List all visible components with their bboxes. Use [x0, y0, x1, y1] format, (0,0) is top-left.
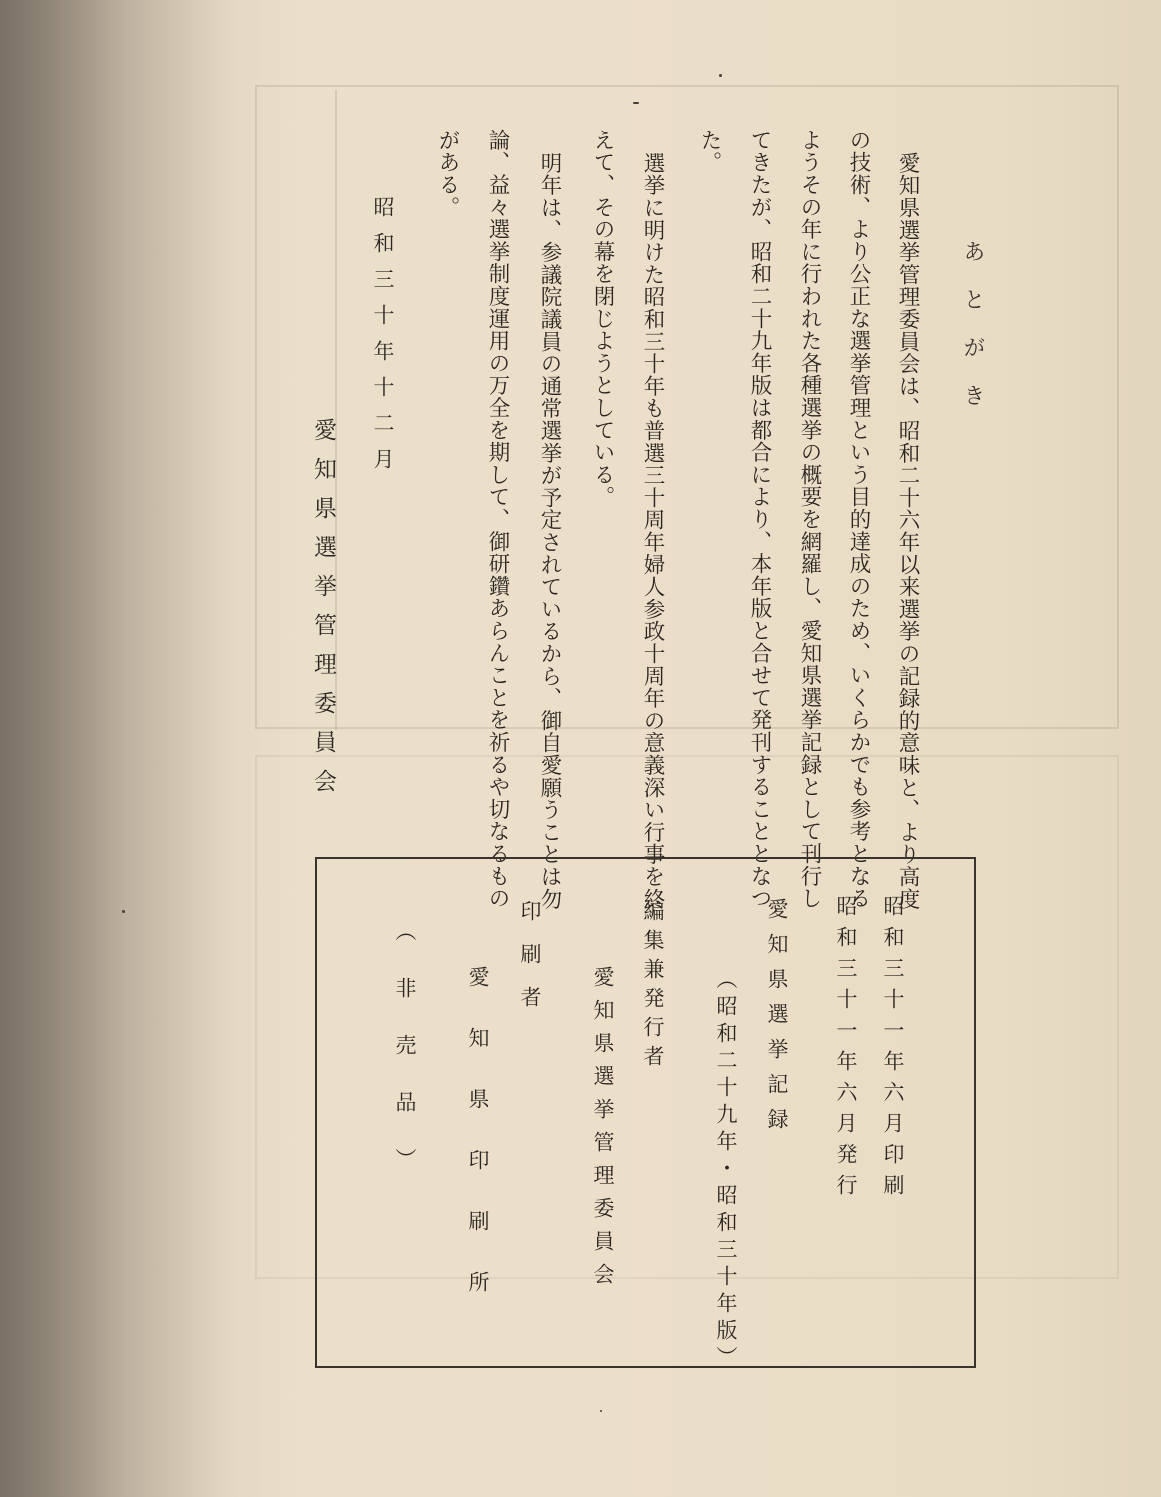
- paper-speck: [633, 102, 639, 104]
- colophon-editor-label: 編集兼発行者: [641, 900, 665, 1074]
- colophon-printer: 愛知県印刷所: [466, 966, 490, 1332]
- colophon-editor: 愛知県選挙管理委員会: [591, 966, 615, 1296]
- afterword-column-4: てきたが、昭和二十九年版は都合により、本年版と合せて発刊することとなつ: [747, 129, 772, 910]
- colophon-printed-date: 昭和三十一年六月印刷: [881, 895, 905, 1205]
- afterword-column-3: ようその年に行われた各種選挙の概要を網羅し、愛知県選挙記録として刊行し: [797, 129, 822, 910]
- paper-speck: [122, 910, 125, 913]
- afterword-column-5: た。: [697, 129, 722, 174]
- afterword-column-2: の技術、より公正な選挙管理という目的達成のため、いくらかでも参考となる: [846, 129, 871, 910]
- afterword-column-9: 論、益々選挙制度運用の万全を期して、御研鑽あらんことを祈るや切なるもの: [485, 129, 510, 910]
- afterword-column-8: 明年は、参議院議員の通常選挙が予定されているから、御自愛願うことは勿: [537, 152, 562, 911]
- afterword-title: あとがき: [960, 240, 985, 432]
- paper-speck: [719, 74, 722, 77]
- colophon-not-for-sale: （非売品）: [393, 920, 417, 1205]
- afterword-column-6: 選挙に明けた昭和三十年も普選三十周年婦人参政十周年の意義深い行事を終: [640, 152, 665, 911]
- book-gutter-shadow: [0, 0, 240, 1497]
- paper-speck: [600, 1410, 602, 1412]
- afterword-column-7: えて、その幕を閉じようとしている。: [590, 129, 615, 509]
- colophon-published-date: 昭和三十一年六月発行: [834, 895, 858, 1205]
- afterword-date: 昭和三十年十二月: [371, 196, 395, 484]
- afterword-signature: 愛知県選挙管理委員会: [310, 418, 336, 808]
- afterword-column-10: がある。: [435, 129, 460, 219]
- colophon-printer-label: 印刷者: [518, 900, 542, 1029]
- colophon-book-title: 愛知県選挙記録: [765, 898, 789, 1143]
- afterword-column-1: 愛知県選挙管理委員会は、昭和二十六年以来選挙の記録的意味と、より高度: [895, 152, 920, 911]
- colophon-edition: （昭和二十九年・昭和三十年版）: [714, 968, 738, 1373]
